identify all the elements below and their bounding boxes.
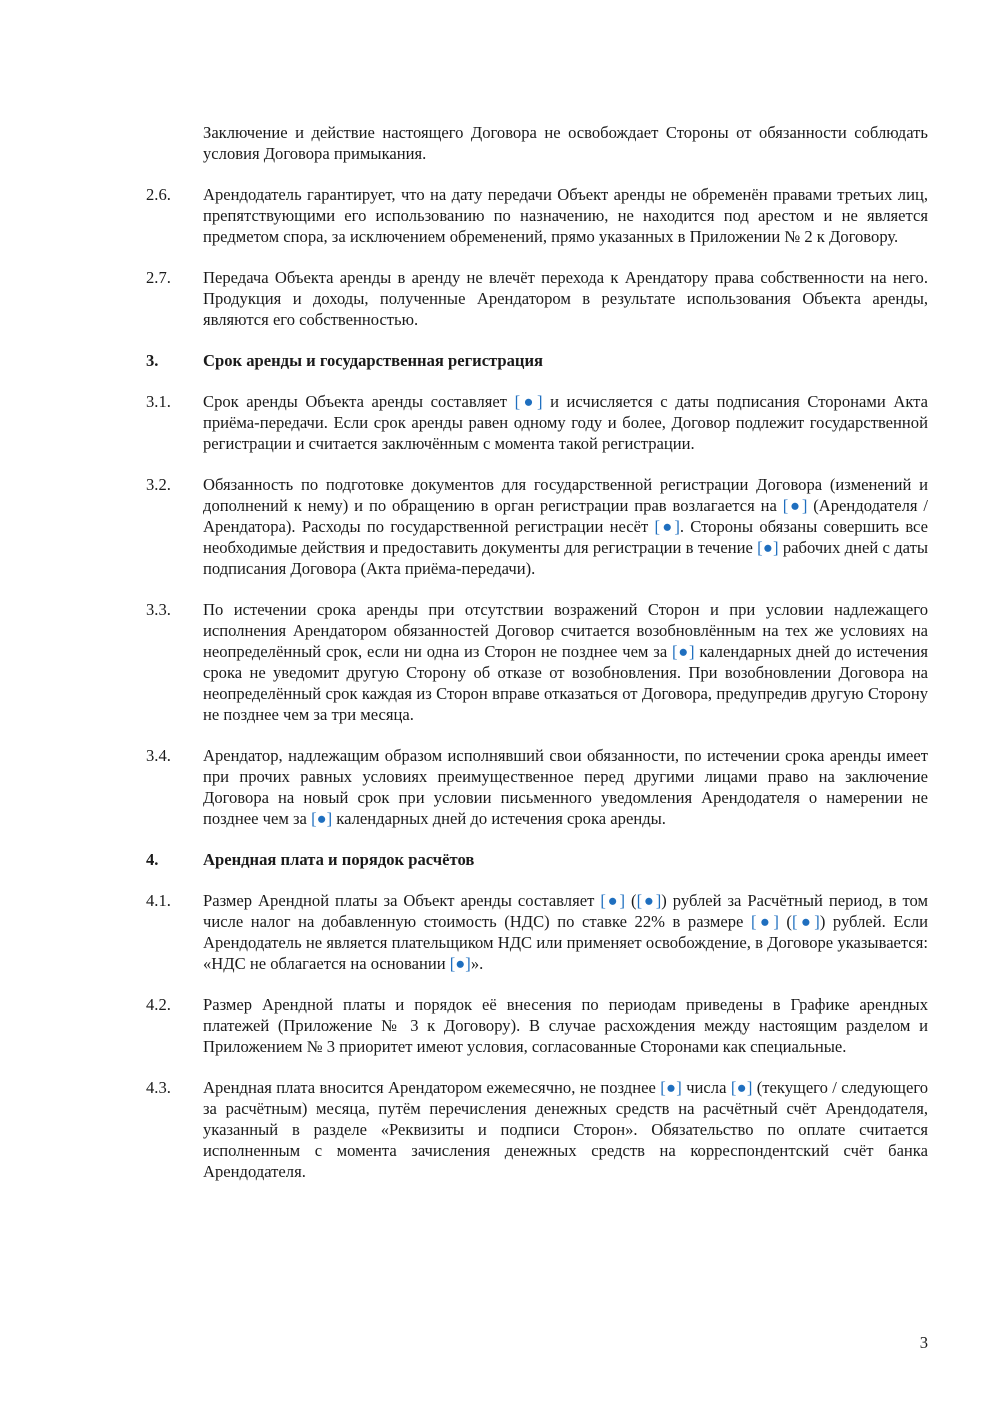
text-run: (Арендодателя / Арендатора). Расходы по государственной регистрации несёт [203, 496, 928, 536]
clause-3-1 [146, 391, 928, 454]
section-number: 3. [146, 351, 159, 370]
placeholder-marker: [●] [672, 642, 695, 661]
text-run: рабочих дней с даты подписания Договора (Акта приёма-передачи). [203, 538, 928, 578]
placeholder-marker: [●] [654, 517, 680, 536]
clause-number: 3.1. [146, 392, 171, 411]
clause-number: 2.6. [146, 185, 171, 204]
text-run: Размер Арендной платы за Объект аренды составляет [203, 891, 601, 910]
text-run: . Стороны обязаны совершить все необходимые действия и предоставить документы для регистрации в течение [203, 517, 928, 557]
text-run: Срок аренды Объекта аренды составляет [203, 392, 515, 411]
text-run: ) рублей. Если Арендодатель не является плательщиком НДС или применяет освобождение, в Договоре указывается: «НДС не облагается на основании [203, 912, 928, 973]
placeholder-marker: [●] [514, 392, 543, 411]
text-run: и исчисляется с даты подписания Сторонами Акта приёма-передачи. Если срок аренды равен одному году и более, Договор подлежит государственной регистрации и считается заключённым с момента такой регистрации. [203, 392, 928, 453]
text-run: числа [681, 1078, 731, 1097]
placeholder-marker: [●] [636, 891, 662, 910]
text-run: Арендатор, надлежащим образом исполнявший свои обязанности, по истечении срока аренды имеет при прочих равных условиях преимущественное перед другими лицами право на заключение Договора на новый срок при условии письменного уведомления Арендодателя о намерении не позднее чем за [203, 746, 928, 828]
text-run: календарных дней до истечения срока не уведомит другую Сторону об отказе от возобновления. При возобновлении Договора на неопределённый срок каждая из Сторон вправе отказаться от Договора, предупредив другую Сторону не позднее чем за три месяца. [203, 642, 929, 724]
clause-3-4 [146, 745, 928, 829]
clause-number: 4.2. [146, 995, 171, 1014]
clause-4-2 [146, 994, 928, 1057]
section-number: 4. [146, 850, 159, 869]
clause-text [203, 474, 928, 579]
clause-number: 3.3. [146, 600, 171, 619]
clause-text [203, 890, 928, 974]
clause-2-7 [146, 267, 928, 330]
clause-text: Размер Арендной платы и порядок её внесения по периодам приведены в Графике арендных платежей (Приложение № 3 к Договору). В случае расхождения между настоящим разделом и Приложением № 3 приоритет имеют условия, согласованные Сторонами как специальные. [203, 995, 928, 1056]
section-title: Арендная плата и порядок расчётов [203, 850, 475, 869]
placeholder-marker: [●] [730, 1078, 753, 1097]
placeholder-marker: [●] [660, 1078, 682, 1097]
text-run: Обязанность по подготовке документов для государственной регистрации Договора (изменений и дополнений к нему) и по обращению в орган регистрации прав возлагается на [203, 475, 928, 515]
continuation-paragraph: Заключение и действие настоящего Договора не освобождает Стороны от обязанности соблюдать условия Договора примыкания. [203, 123, 928, 163]
text-run: (текущего / следующего за расчётным) месяца, путём перечисления денежных средств на расчётный счёт Арендодателя, указанный в разделе «Реквизиты и подписи Сторон». Обязательство по оплате считается исполненным с момента зачисления денежных средств на корреспондентский счёт банка Арендодателя. [203, 1078, 929, 1181]
clause-4-3 [146, 1077, 928, 1182]
clause-number: 3.2. [146, 475, 171, 494]
section-4-heading [146, 849, 928, 870]
document-page [146, 122, 928, 1202]
text-run: ) рублей за Расчётный период, в том числе налог на добавленную стоимость (НДС) по ставке 22% в размере [203, 891, 928, 931]
clause-text: Передача Объекта аренды в аренду не влечёт перехода к Арендатору права собственности на него. Продукция и доходы, полученные Арендатором в результате использования Объекта аренды, являются его собственностью. [203, 268, 928, 329]
placeholder-marker: [●] [449, 954, 471, 973]
text-run: ». [470, 954, 484, 973]
text-run: календарных дней до истечения срока аренды. [332, 809, 666, 828]
placeholder-marker: [●] [757, 538, 779, 557]
text-run: Арендная плата вносится Арендатором ежемесячно, не позднее [203, 1078, 661, 1097]
clause-text [203, 1077, 928, 1182]
text-run: По истечении срока аренды при отсутствии возражений Сторон и при условии надлежащего исполнения Арендатором обязанностей Договор считается возобновлённым на тех же условиях на неопределённый срок, если ни одна из Сторон не позднее чем за [203, 600, 928, 661]
clause-text [203, 745, 928, 829]
clause-number: 3.4. [146, 746, 171, 765]
clause-text: Арендодатель гарантирует, что на дату передачи Объект аренды не обременён правами третьих лиц, препятствующими его использованию по назначению, не находится под арестом и не является предметом спора, за исключением обременений, прямо указанных в Приложении № 2 к Договору. [203, 185, 928, 246]
placeholder-marker: [●] [791, 912, 820, 931]
section-title: Срок аренды и государственная регистрация [203, 351, 544, 370]
placeholder-marker: [●] [311, 809, 333, 828]
clause-text [203, 599, 928, 725]
section-3-heading [146, 350, 928, 371]
text-run: ( [778, 912, 792, 931]
text-run: ( [625, 891, 637, 910]
clause-4-1 [146, 890, 928, 974]
placeholder-marker: [●] [750, 912, 779, 931]
clause-number: 4.3. [146, 1078, 171, 1097]
page-number: 3 [919, 1333, 928, 1352]
clause-number: 4.1. [146, 891, 171, 910]
clause-3-2 [146, 474, 928, 579]
clause-3-3 [146, 599, 928, 725]
placeholder-marker: [●] [782, 496, 808, 515]
clause-text [203, 391, 928, 454]
clause-2-6 [146, 184, 928, 247]
placeholder-marker: [●] [600, 891, 626, 910]
clause-number: 2.7. [146, 268, 171, 287]
